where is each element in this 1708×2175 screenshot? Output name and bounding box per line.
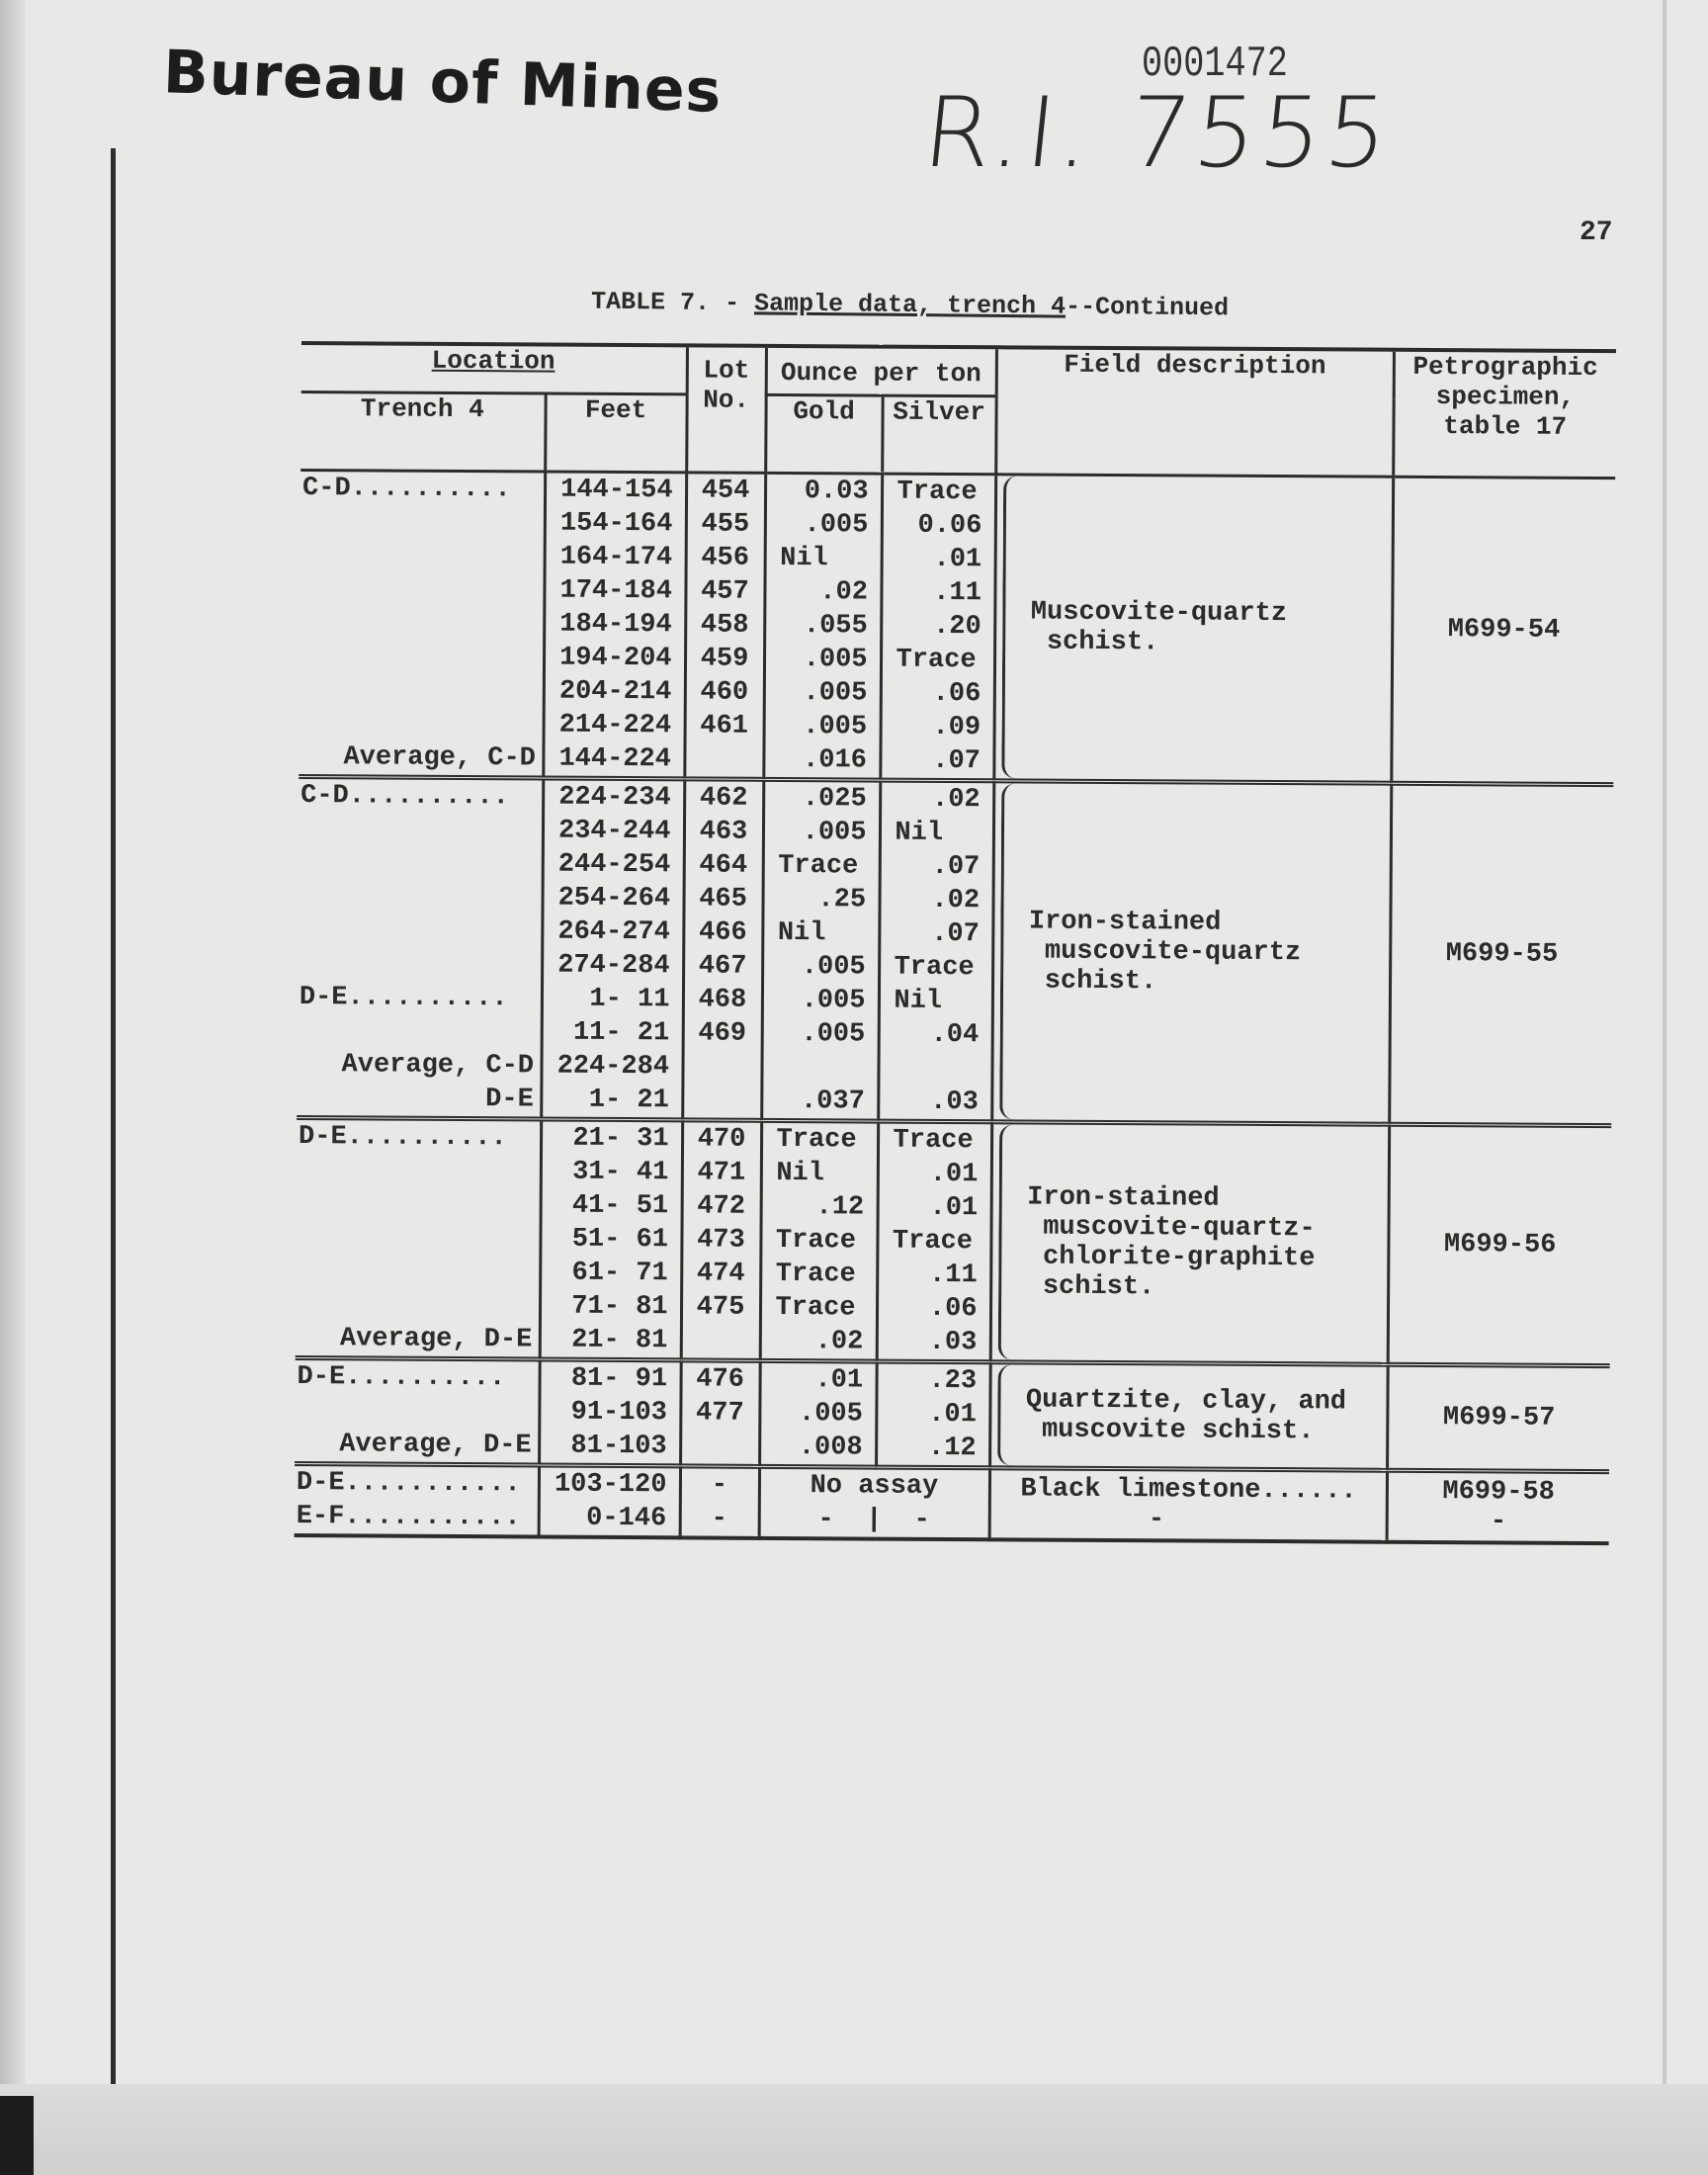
feet-value: 21- 31 [572, 1123, 669, 1155]
field-description-cell [990, 1122, 1389, 1364]
specimen-id: M699-56 [1443, 1230, 1557, 1261]
feet-value: 144-224 [558, 743, 672, 775]
feet-value: 264-274 [557, 916, 670, 948]
lot-value: 465 [699, 884, 747, 914]
table-title-suffix: --Continued [1065, 292, 1230, 323]
loc-value: D-E [485, 1085, 534, 1115]
field-description-cell [989, 1362, 1388, 1470]
feet-value: 61- 71 [571, 1258, 668, 1289]
lot-value [684, 1084, 760, 1117]
silver-value: .03 [930, 1087, 979, 1118]
loc-value: D-E........... [296, 1467, 521, 1500]
feet-value: 81-103 [570, 1431, 667, 1462]
feet-value: 204-214 [558, 676, 672, 708]
gold-value: .037 [800, 1087, 865, 1117]
loc-value: C-D.......... [300, 781, 509, 813]
silver-value: .11 [929, 1260, 978, 1291]
gold-cell [760, 1120, 878, 1361]
loc-value [298, 947, 541, 982]
gold-value: .005 [803, 712, 868, 742]
loc-value [299, 640, 543, 674]
document-number-stamp: 0001472 [1142, 40, 1288, 89]
gold-value: .005 [798, 1399, 863, 1430]
loc-value [298, 880, 541, 914]
handwritten-title: Bureau of Mines [161, 38, 724, 127]
lot-value: 460 [700, 677, 749, 708]
lot-value: 469 [698, 1018, 747, 1049]
silver-cell [878, 780, 993, 1122]
loc-value: Average, D-E [339, 1324, 533, 1355]
brace-icon [1001, 476, 1018, 778]
gold-value: .005 [803, 645, 868, 675]
silver-value: .07 [932, 745, 982, 777]
feet-value: 71- 81 [571, 1291, 668, 1323]
feet-value: 194-204 [559, 643, 672, 674]
specimen-id: M699-55 [1445, 939, 1559, 970]
lot-value: 476 [696, 1364, 744, 1395]
loc-value [300, 539, 544, 573]
description-line: schist. [1030, 627, 1159, 658]
silver-value: .06 [932, 678, 982, 710]
description-line: chlorite-graphite [1026, 1242, 1316, 1274]
specimen-cell [1389, 783, 1613, 1125]
gold-cell [763, 473, 882, 780]
section-group [296, 1117, 1611, 1365]
silver-value: .20 [933, 611, 982, 643]
gold-value: Trace [778, 850, 859, 882]
sample-data-table [295, 341, 1616, 1545]
lot-value: 454 [701, 476, 750, 506]
location-cell [297, 776, 543, 1119]
loc-value [299, 846, 542, 881]
lot-cell [684, 473, 765, 779]
silver-value: .02 [931, 784, 981, 816]
header-location-label: Location [431, 345, 555, 377]
field-description [991, 1124, 1387, 1361]
section-group [299, 470, 1615, 784]
gold-value: .008 [798, 1433, 863, 1463]
report-id-handwritten: R.I. 7555 [918, 77, 1398, 190]
gold-value: Nil [777, 917, 826, 949]
feet-cell [543, 472, 686, 779]
lot-value: 462 [699, 783, 748, 814]
feet-value: 1- 21 [588, 1085, 669, 1116]
lot-value: 466 [698, 917, 747, 948]
loc-value: C-D.......... [301, 474, 511, 505]
description-text [1027, 1183, 1316, 1304]
loc-value: D-E.......... [299, 983, 508, 1014]
scan-edge-right [1663, 0, 1666, 2175]
feet-cell [539, 1465, 680, 1537]
gold-value: .016 [803, 745, 868, 776]
feet-cell [540, 1119, 682, 1360]
feet-value: 274-284 [557, 950, 670, 982]
feet-value: 11- 21 [572, 1017, 670, 1049]
silver-value: Trace [893, 1125, 974, 1157]
lot-value [682, 1324, 758, 1357]
gold-value: .02 [814, 1327, 864, 1357]
loc-value: E-F........... [296, 1501, 521, 1533]
gold-value: .005 [801, 1019, 866, 1050]
gold-value: Trace [775, 1259, 856, 1290]
silver-value: .04 [930, 1019, 980, 1051]
lot-value: 471 [697, 1158, 746, 1188]
header-petro-line1: Petrographic [1412, 351, 1598, 384]
no-assay-cell [759, 1466, 989, 1539]
feet-value: 254-264 [557, 883, 671, 914]
feet-cell [539, 1359, 681, 1466]
feet-value: 91-103 [570, 1397, 667, 1429]
no-assay-dashes: - | - [817, 1505, 931, 1535]
description-text [1028, 908, 1301, 999]
specimen-cell [1387, 1364, 1610, 1471]
loc-value [298, 1014, 541, 1049]
lot-cell [681, 1120, 761, 1360]
description-line: Black limestone...... [1020, 1474, 1357, 1507]
lot-value: 458 [700, 610, 749, 641]
loc-value: Average, C-D [343, 742, 537, 774]
gold-value: .005 [804, 510, 869, 541]
lot-value: 461 [700, 711, 749, 741]
silver-value: .07 [931, 851, 981, 883]
silver-value: .01 [928, 1399, 977, 1431]
lot-value: 468 [698, 985, 747, 1015]
silver-value: Nil [894, 986, 943, 1016]
header-petro-line3: table 17 [1443, 411, 1568, 442]
header-petrographic-specimen [1393, 350, 1616, 478]
loc-value: Average, C-D [341, 1050, 535, 1082]
field-description [993, 783, 1390, 1121]
silver-cell [880, 474, 995, 781]
gold-value: .12 [815, 1192, 865, 1223]
lot-value: - [711, 1504, 727, 1534]
silver-value: .03 [928, 1327, 978, 1358]
header-field-description: Field description [995, 347, 1394, 477]
specimen-id: M699-54 [1447, 615, 1561, 646]
loc-value: D-E.......... [298, 1121, 507, 1154]
brace-icon [999, 783, 1016, 1119]
gold-value: .005 [801, 952, 866, 983]
loc-value [295, 1394, 538, 1429]
lot-value: 473 [697, 1225, 745, 1256]
table-title-prefix: TABLE 7. - [590, 287, 755, 318]
silver-value: .01 [929, 1159, 979, 1190]
gold-value: 0.03 [804, 477, 869, 507]
loc-value [298, 914, 541, 948]
silver-cell [877, 1121, 991, 1362]
silver-value: 0.06 [917, 510, 982, 542]
brace-icon [997, 1364, 1013, 1465]
description-line: muscovite schist. [1025, 1415, 1315, 1447]
no-assay-label: No assay [810, 1471, 939, 1502]
silver-value: Nil [895, 818, 944, 848]
lot-value: 475 [696, 1292, 745, 1323]
lot-value: - [711, 1470, 728, 1501]
location-cell [299, 470, 545, 778]
field-description [991, 1364, 1387, 1467]
specimen-dash: - [1490, 1507, 1507, 1537]
loc-value [299, 572, 543, 607]
field-description [995, 476, 1392, 780]
lot-value: 457 [701, 576, 749, 607]
table-title-main: Sample data, trench 4 [753, 289, 1067, 321]
silver-value: .02 [931, 885, 981, 916]
feet-value: 164-174 [559, 542, 673, 573]
silver-value: Trace [892, 1226, 974, 1258]
section-group [295, 1463, 1609, 1543]
silver-value: .23 [928, 1365, 978, 1397]
specimen-cell [1391, 477, 1615, 784]
description-line: Iron-stained [1027, 1182, 1220, 1214]
feet-value: 224-284 [556, 1051, 670, 1083]
loc-value [296, 1221, 539, 1256]
silver-value: Trace [897, 477, 978, 508]
loc-value [296, 1255, 539, 1289]
location-cell [296, 1117, 541, 1359]
lot-value [684, 1050, 760, 1084]
silver-value: .01 [933, 544, 982, 575]
lot-value: 477 [695, 1398, 744, 1429]
feet-value: 51- 61 [571, 1224, 669, 1256]
field-description-cell [991, 781, 1391, 1124]
loc-value [300, 505, 544, 540]
feet-value: 103-120 [554, 1469, 667, 1501]
gold-value: .005 [801, 986, 866, 1016]
lot-value: 470 [697, 1124, 746, 1155]
silver-cell [876, 1361, 990, 1468]
lot-value: 463 [699, 817, 748, 847]
location-cell [295, 1357, 540, 1465]
feet-value: 41- 51 [571, 1190, 669, 1222]
loc-value [299, 606, 543, 641]
silver-value: .11 [933, 577, 982, 609]
description-line: - [1020, 1504, 1165, 1535]
feet-value: 154-164 [559, 508, 673, 540]
scan-edge-left [0, 0, 26, 2175]
scan-edge-bottom [0, 2084, 1708, 2175]
page-border-line [111, 148, 116, 2086]
gold-value: Trace [775, 1225, 857, 1257]
header-lot-line2: No. [703, 385, 750, 415]
gold-value: Nil [776, 1158, 825, 1189]
loc-value [297, 1154, 540, 1188]
silver-value: Trace [896, 645, 977, 676]
specimen-cell [1387, 1470, 1609, 1543]
gold-value: .055 [803, 611, 868, 642]
gold-value: Trace [775, 1292, 856, 1324]
gold-cell [759, 1360, 877, 1467]
section-group [295, 1357, 1610, 1471]
lot-value [682, 1430, 758, 1463]
description-line: muscovite-quartz- [1026, 1212, 1316, 1245]
field-description-cell [993, 475, 1393, 783]
feet-value: 1- 11 [589, 984, 670, 1015]
header-trench: Trench 4 [300, 392, 545, 472]
lot-value: 459 [700, 644, 749, 674]
gold-cell [761, 779, 880, 1121]
gold-value [763, 1051, 877, 1086]
gold-value: .01 [814, 1365, 864, 1396]
lot-value: 455 [701, 509, 750, 540]
description-line: Iron-stained [1028, 907, 1222, 938]
header-petro-line2: specimen, [1435, 382, 1576, 412]
specimen-id: M699-58 [1442, 1477, 1555, 1508]
loc-value [299, 813, 542, 847]
lot-value: 467 [698, 951, 747, 982]
header-silver: Silver [882, 395, 995, 475]
description-text [1020, 1474, 1357, 1535]
lot-cell [682, 779, 763, 1120]
section-group [297, 776, 1613, 1125]
loc-value: D-E.......... [297, 1361, 506, 1394]
description-text [1026, 1385, 1346, 1446]
feet-value: 144-154 [560, 475, 673, 506]
description-text [1031, 598, 1288, 659]
specimen-cell [1388, 1124, 1611, 1365]
header-feet: Feet [545, 393, 686, 473]
feet-value: 234-244 [557, 816, 671, 847]
lot-value: 464 [699, 850, 748, 881]
silver-value: .09 [932, 712, 982, 743]
header-ounce-per-ton: Ounce per ton [766, 346, 996, 396]
feet-value: 244-254 [557, 849, 671, 881]
location-cell [295, 1463, 539, 1536]
silver-value: Trace [894, 952, 975, 984]
lot-value: 472 [697, 1191, 746, 1222]
loc-value: Average, D-E [339, 1430, 532, 1461]
lot-cell [680, 1466, 759, 1538]
feet-value: 0-146 [586, 1503, 667, 1534]
feet-value: 174-184 [559, 575, 673, 607]
gold-value: .025 [802, 784, 867, 815]
loc-value [299, 673, 543, 708]
gold-value: .02 [819, 577, 869, 608]
gold-value: .005 [803, 678, 868, 709]
header-gold: Gold [765, 394, 882, 474]
gold-value: Nil [780, 543, 828, 574]
description-line: Muscovite-quartz [1030, 597, 1288, 630]
feet-value: 184-194 [559, 609, 672, 641]
silver-value [880, 1052, 990, 1087]
feet-cell [541, 778, 684, 1120]
lot-cell [680, 1360, 760, 1466]
specimen-id: M699-57 [1442, 1403, 1556, 1434]
silver-value: .12 [927, 1433, 977, 1464]
header-lot-line1: Lot [703, 355, 750, 386]
silver-value: .06 [928, 1293, 978, 1325]
field-description [990, 1470, 1385, 1539]
silver-value: .01 [929, 1192, 979, 1224]
lot-value: 474 [696, 1259, 745, 1289]
feet-value: 31- 41 [572, 1157, 669, 1188]
description-line: muscovite-quartz [1028, 936, 1302, 969]
gold-value: .25 [817, 885, 867, 915]
feet-value: 224-234 [558, 782, 671, 814]
lot-value [686, 742, 762, 776]
loc-value [299, 707, 543, 741]
silver-value: .07 [931, 918, 980, 950]
feet-value: 214-224 [558, 710, 672, 741]
loc-value [296, 1288, 539, 1323]
gold-value: .005 [802, 818, 867, 848]
field-description-cell [989, 1468, 1387, 1542]
feet-value: 81- 91 [570, 1363, 668, 1395]
brace-icon [997, 1124, 1013, 1359]
table-title [591, 288, 1229, 323]
description-line: Quartzite, clay, and [1025, 1385, 1347, 1418]
gold-value: Trace [776, 1124, 857, 1156]
lot-value: 456 [701, 543, 750, 573]
header-lot [686, 345, 766, 473]
table-body [295, 470, 1616, 1543]
scan-corner-shadow [0, 2096, 34, 2175]
feet-value: 21- 81 [571, 1325, 668, 1356]
loc-value [297, 1187, 540, 1222]
description-line: schist. [1028, 966, 1157, 998]
description-line: schist. [1026, 1271, 1155, 1303]
header-location [301, 343, 687, 394]
page-number: 27 [1580, 218, 1613, 248]
